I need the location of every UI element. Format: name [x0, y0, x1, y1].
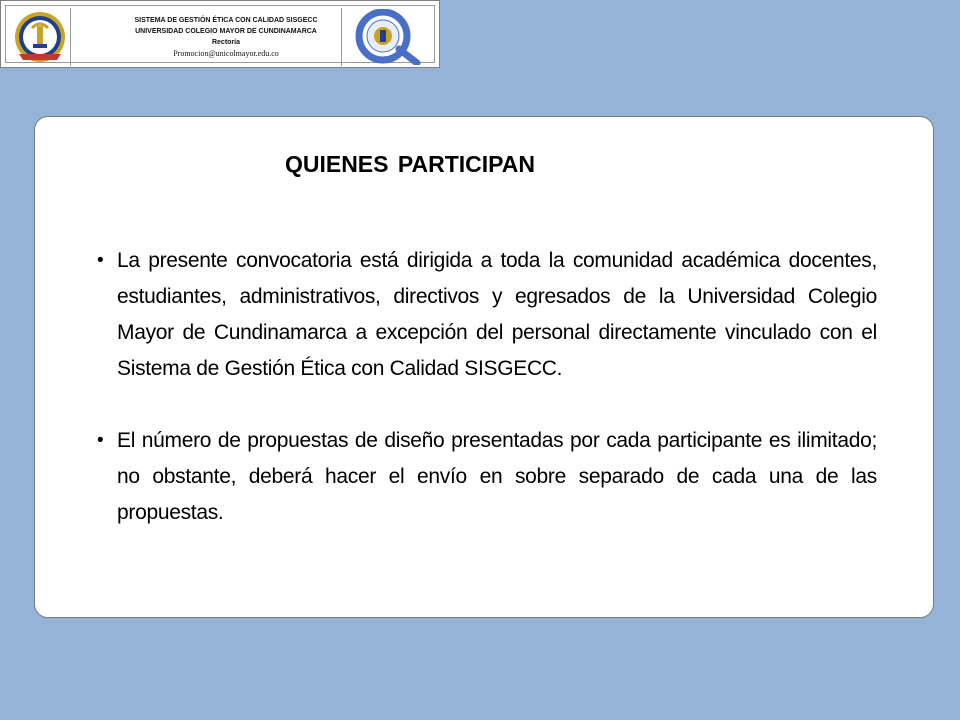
- bullet-marker: •: [97, 430, 104, 451]
- sisgecc-logo: [341, 8, 431, 66]
- content-card: [34, 116, 934, 618]
- bullet-text: El número de propuestas de diseño presentadas por cada participante es ilimitado; no obstante, deberá hacer el envío en sobre separado de cada una de las propuestas.: [117, 429, 877, 524]
- bullet-marker: •: [97, 250, 104, 271]
- header-text-block: [106, 15, 346, 59]
- bullet-item: [97, 423, 877, 531]
- quality-seal-icon: [347, 9, 427, 65]
- header-frame: [5, 5, 435, 63]
- bullet-item: [97, 243, 877, 387]
- header-university-name: UNIVERSIDAD COLEGIO MAYOR DE CUNDINAMARCA: [135, 28, 317, 35]
- university-logo: [9, 8, 71, 66]
- slide-title: QUIENES PARTICIPAN: [284, 151, 536, 177]
- header-office: Rectoría: [211, 39, 240, 46]
- bullet-text: La presente convocatoria está dirigida a toda la comunidad académica docentes, estudiantes, administrativos, directivos y egresados de la Universidad Colegio Mayor de Cundinamarca a excepción del personal directamente vinculado con el Sistema de Gestión Ética con Calidad SISGECC.: [117, 249, 877, 380]
- university-crest-icon: [13, 10, 67, 64]
- bullet-list: [97, 243, 877, 567]
- header-email: Promocion@unicolmayor.edu.co: [173, 49, 279, 58]
- header-banner: [0, 0, 440, 68]
- header-system-name: SISTEMA DE GESTIÓN ÉTICA CON CALIDAD SISGECC: [134, 17, 318, 24]
